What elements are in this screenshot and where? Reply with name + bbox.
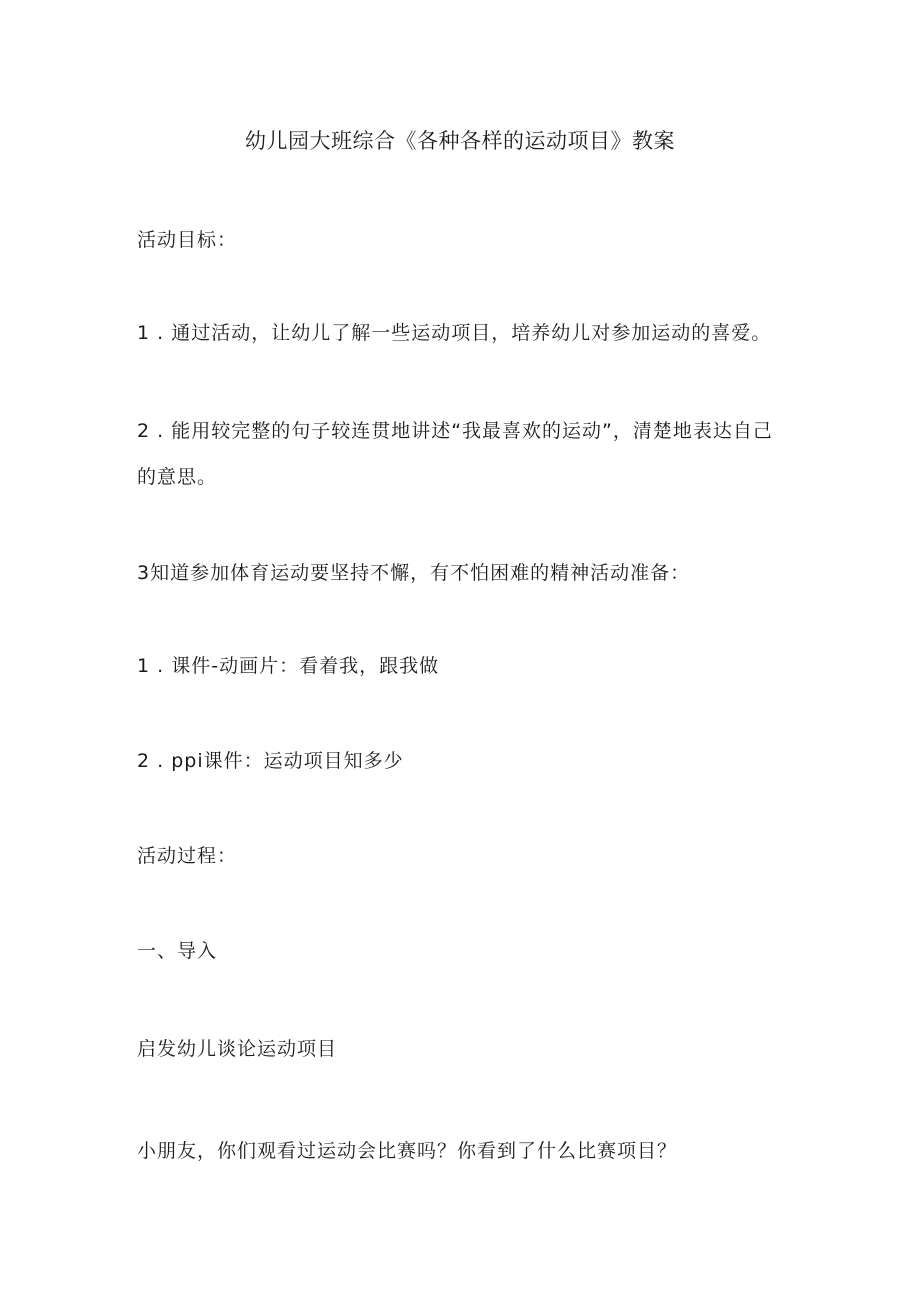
process-paragraph: 小朋友，你们观看过运动会比赛吗？你看到了什么比赛项目？ <box>137 1140 678 1162</box>
goal-item-3: 3知道参加体育运动要坚持不懈，有不怕困难的精神活动准备： <box>137 562 691 584</box>
prep-item-1: 1 . 课件-动画片：看着我，跟我做 <box>137 655 440 677</box>
process-paragraph: 启发幼儿谈论运动项目 <box>137 1038 338 1060</box>
prep-item-2: 2 . ppi课件：运动项目知多少 <box>137 750 404 772</box>
goal-item-2: 2 . 能用较完整的句子较连贯地讲述“我最喜欢的运动”，清楚地表达自己的意思。 <box>137 420 773 488</box>
process-step-heading: 一、导入 <box>137 940 218 962</box>
goal-item-1: 1 . 通过活动，让幼儿了解一些运动项目，培养幼儿对参加运动的喜爱。 <box>137 322 772 344</box>
section-heading-process: 活动过程： <box>137 845 238 867</box>
document-title: 幼儿园大班综合《各种各样的运动项目》教案 <box>245 129 675 153</box>
section-heading-goals: 活动目标： <box>137 229 238 251</box>
